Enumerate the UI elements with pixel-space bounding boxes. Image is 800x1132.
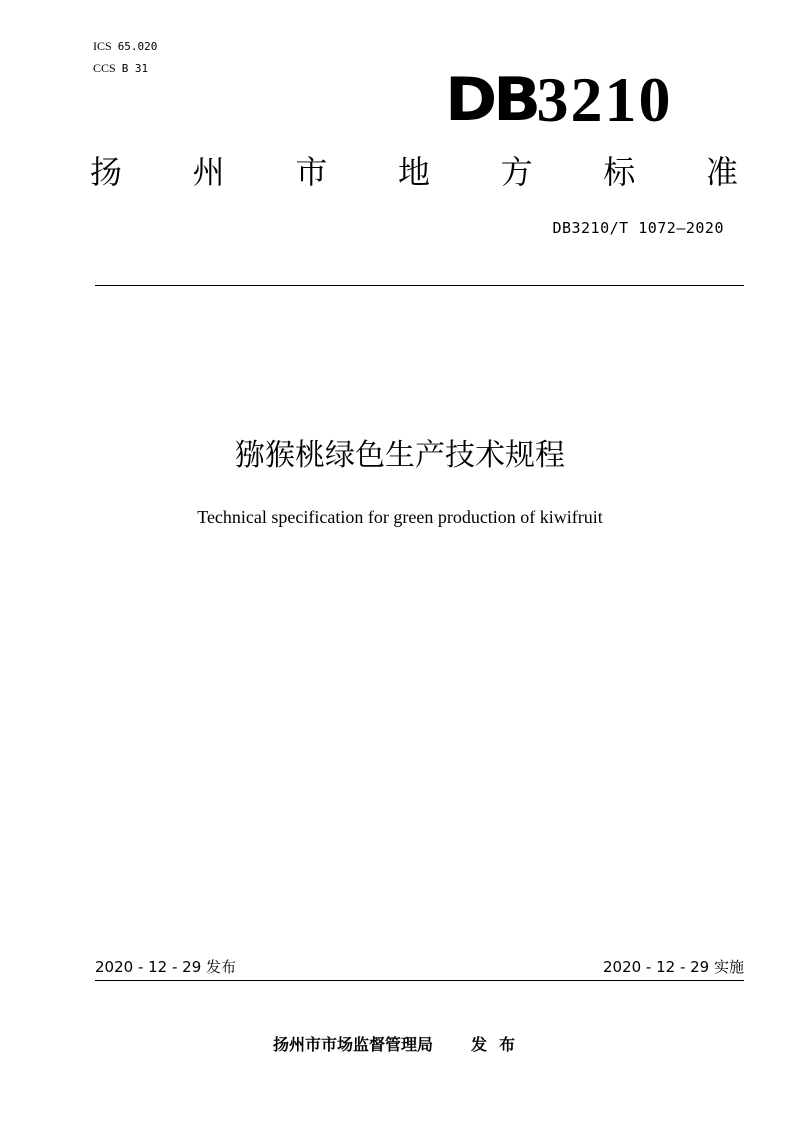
issue-date: 2020 - 12 - 29 发布 [95, 958, 237, 976]
standard-type-char: 准 [705, 153, 738, 191]
standard-type-char: 地 [397, 153, 430, 191]
db-logo-mark: DB [445, 65, 537, 135]
top-divider [95, 285, 744, 286]
db-logo-number: 3210 [536, 64, 673, 135]
standard-type-char: 方 [500, 153, 533, 191]
standard-type-char: 扬 [90, 153, 123, 191]
ccs-code: B 31 [121, 62, 149, 75]
ccs-classification [93, 61, 148, 76]
issuer-name: 扬州市市场监督管理局 [272, 1035, 433, 1054]
document-title-en: Technical specification for green production of kiwifruit [197, 507, 603, 527]
standard-number: DB3210/T 1072—2020 [552, 219, 724, 237]
issuer-line [0, 1033, 800, 1057]
standard-type-char: 标 [603, 153, 636, 191]
ics-classification [93, 39, 157, 54]
ics-code: 65.020 [117, 40, 158, 53]
ccs-label: CCS [93, 61, 116, 75]
implementation-date: 2020 - 12 - 29 实施 [602, 958, 744, 976]
document-title-cn: 猕猴桃绿色生产技术规程 [235, 438, 565, 473]
standard-type-char: 州 [192, 153, 225, 191]
standard-type-heading [90, 150, 738, 194]
db-logo [445, 64, 673, 135]
standard-type-char: 市 [295, 153, 328, 191]
issuer-action: 发布 [471, 1035, 528, 1054]
ics-label: ICS [93, 39, 112, 53]
bottom-divider [95, 980, 744, 981]
